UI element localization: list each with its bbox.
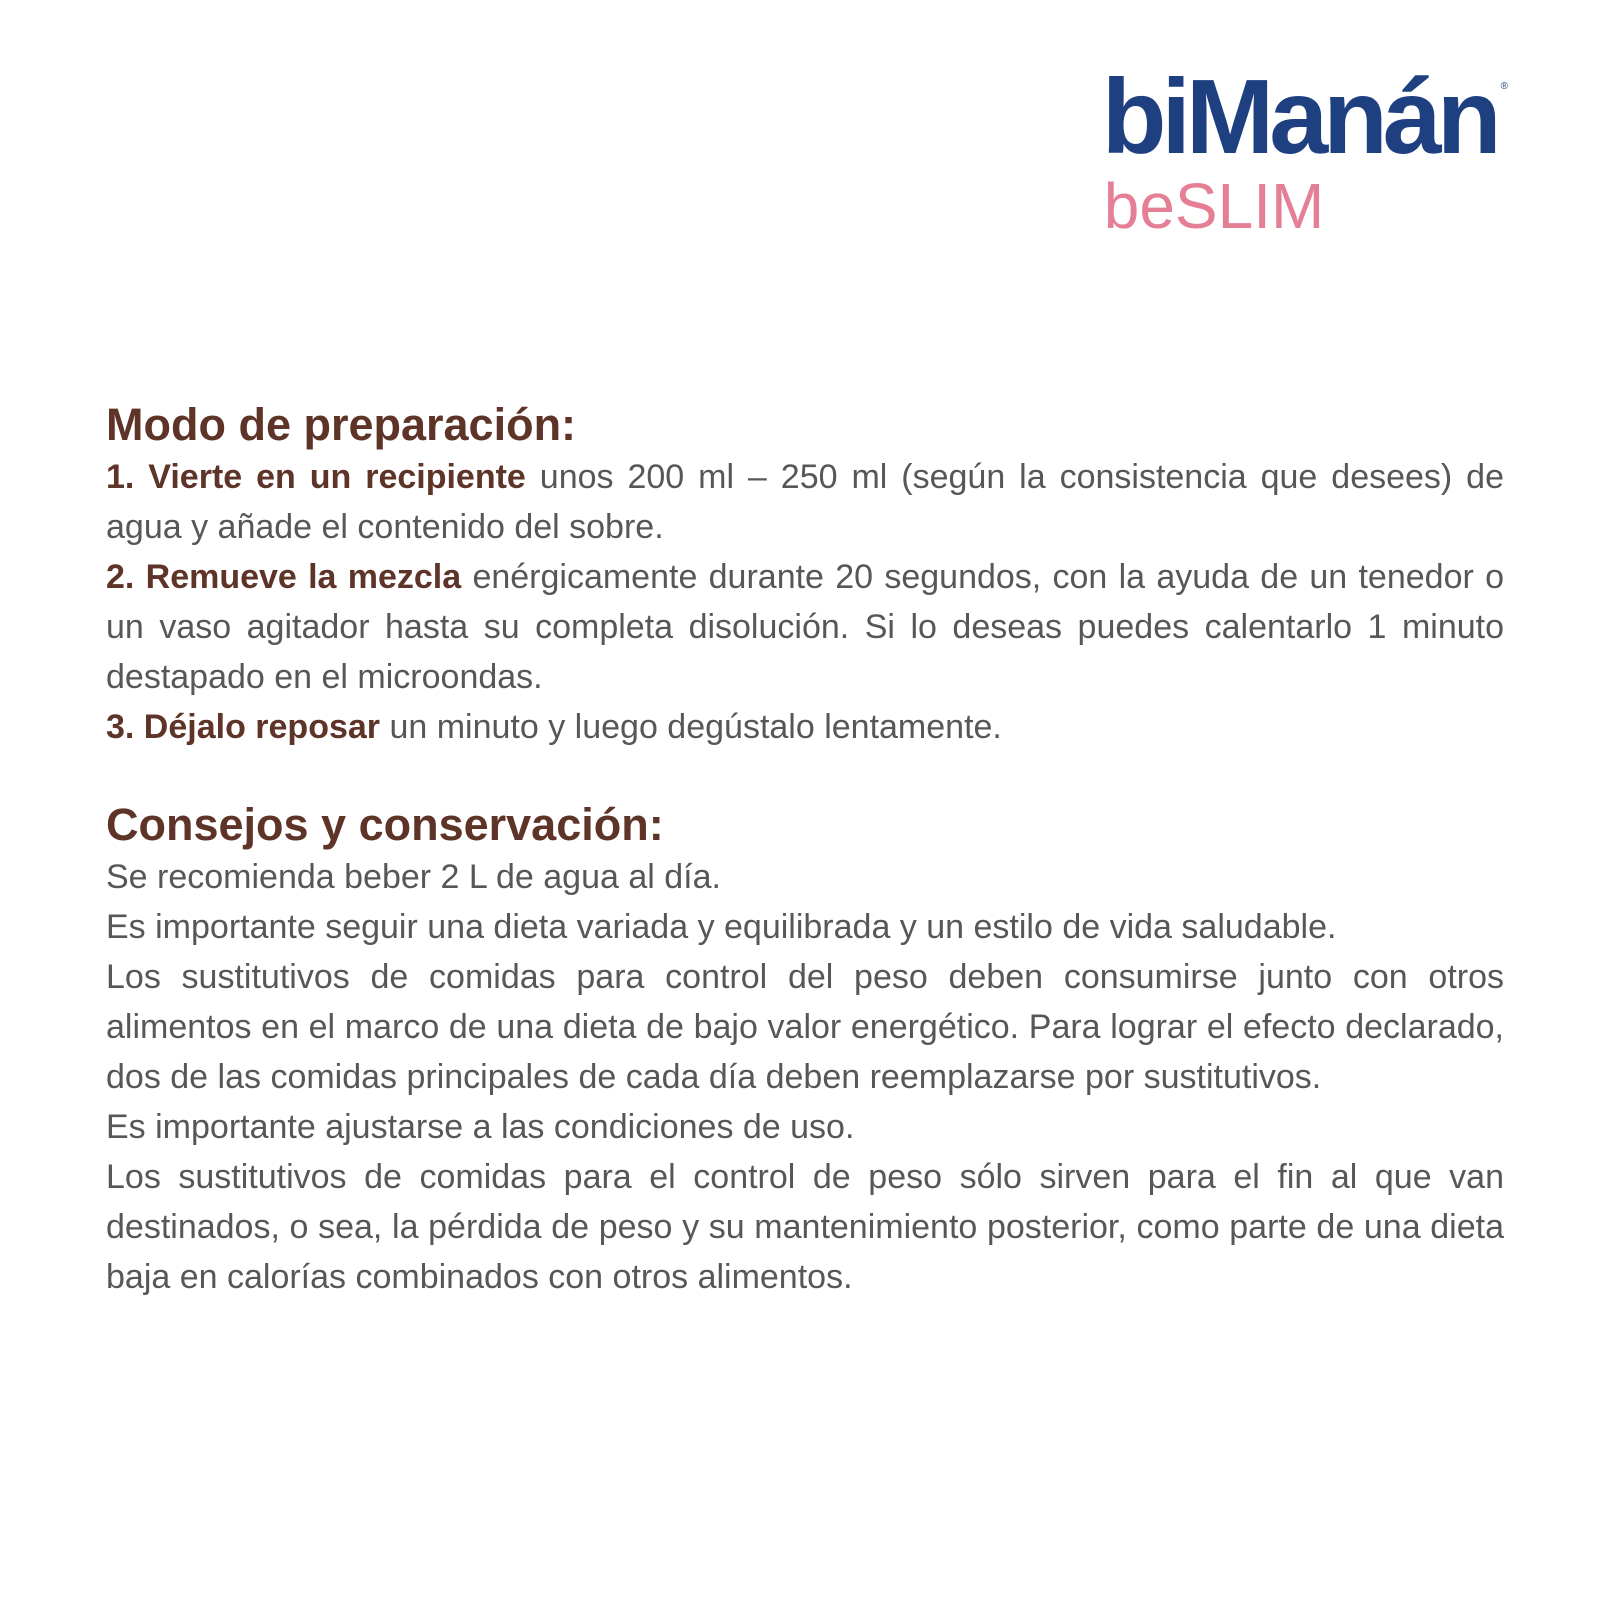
logo-product-line: beSLIM — [1103, 170, 1325, 242]
advice-title: Consejos y conservación: — [106, 799, 664, 850]
preparation-title: Modo de preparación: — [106, 399, 577, 450]
registered-mark: ® — [1500, 81, 1508, 92]
step-3-text: un minuto y luego degústalo lentamente. — [380, 708, 1002, 746]
step-2-lead: 2. Remueve la mezcla — [106, 558, 462, 596]
step-2-text: enérgicamente durante 20 segundos, con la ayuda de un tenedor o un vaso agitador hasta su completa disolución. Si lo deseas puedes calentarlo 1 minuto destapado en el microondas. — [106, 558, 1504, 696]
advice-paragraph-5: Los sustitutivos de comidas para el control de peso sólo sirven para el fin al que van destinados, o sea, la pérdida de peso y su mantenimiento posterior, como parte de una dieta baja en calorías combinados con otros alimentos. — [106, 1158, 1504, 1296]
step-3-lead: 3. Déjalo reposar — [106, 708, 381, 746]
preparation-step-3 — [106, 702, 1504, 752]
section-spacer — [106, 752, 1504, 798]
advice-paragraph-4: Es importante ajustarse a las condiciones de uso. — [106, 1108, 855, 1146]
brand-logo — [1101, 58, 1508, 242]
advice-paragraph-2: Es importante seguir una dieta variada y equilibrada y un estilo de vida saludable. — [106, 908, 1337, 946]
advice-paragraph-3: Los sustitutivos de comidas para control del peso deben consumirse junto con otros alimentos en el marco de una dieta de bajo valor energético. Para lograr el efecto declarado, dos de las comidas principales de cada día deben reemplazarse por sustitutivos. — [106, 958, 1504, 1096]
advice-paragraph-1: Se recomienda beber 2 L de agua al día. — [106, 858, 721, 896]
step-1-lead: 1. Vierte en un recipiente — [106, 458, 526, 496]
step-1-text: unos 200 ml – 250 ml (según la consistencia que desees) de agua y añade el contenido del sobre. — [106, 458, 1504, 546]
preparation-step-2 — [106, 552, 1504, 702]
preparation-step-1 — [106, 452, 1504, 552]
logo-brand-name: biManán ® — [1101, 58, 1508, 176]
main-content — [106, 398, 1504, 1302]
